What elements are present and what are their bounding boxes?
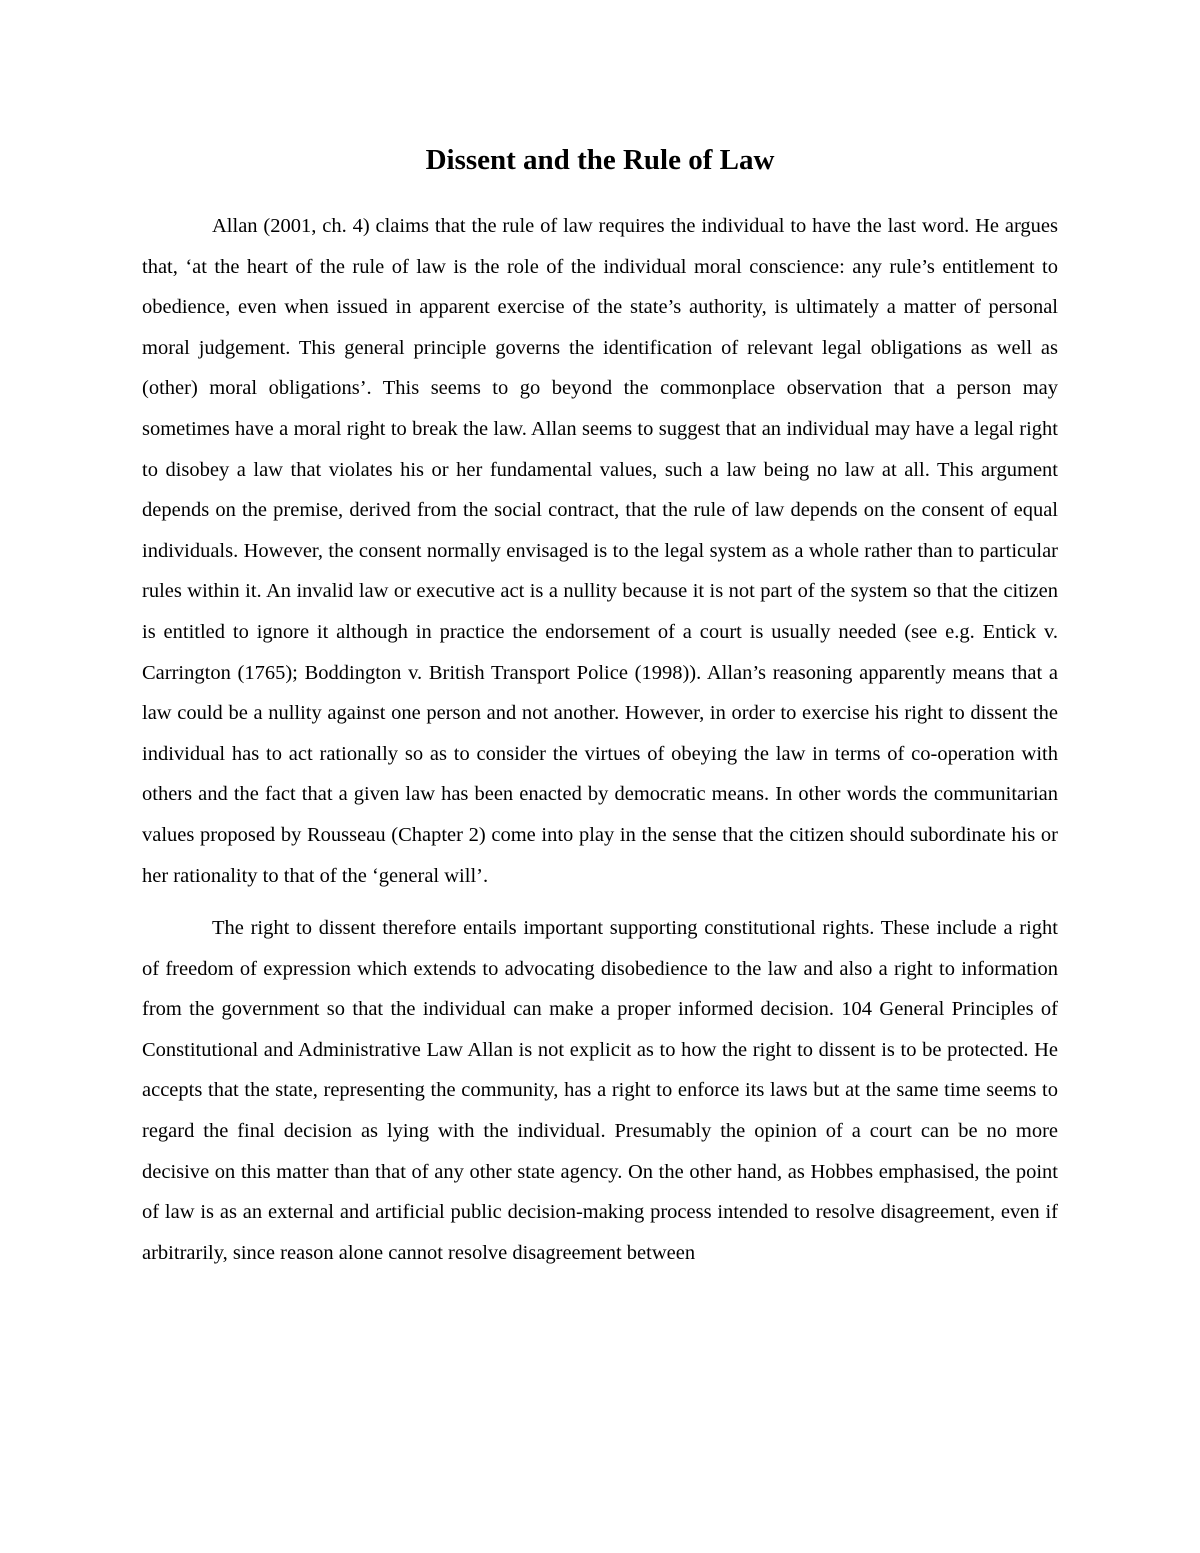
document-body — [142, 206, 1058, 1273]
body-paragraph-2: The right to dissent therefore entails important supporting constitutional rights. These include a right of freedom of expression which extends to advocating disobedience to the law and also a right to information from the government so that the individual can make a proper informed decision. 104 General Principles of Constitutional and Administrative Law Allan is not explicit as to how the right to dissent is to be protected. He accepts that the state, representing the community, has a right to enforce its laws but at the same time seems to regard the final decision as lying with the individual. Presumably the opinion of a court can be no more decisive on this matter than that of any other state agency. On the other hand, as Hobbes emphasised, the point of law is as an external and artificial public decision-making process intended to resolve disagreement, even if arbitrarily, since reason alone cannot resolve disagreement between — [142, 917, 1058, 1264]
page-title: Dissent and the Rule of Law — [425, 144, 775, 176]
body-paragraph-1: Allan (2001, ch. 4) claims that the rule of law requires the individual to have the last word. He argues that, ‘at the heart of the rule of law is the role of the individual moral conscience: any rule’s entitlement to obedience, even when issued in apparent exercise of the state’s authority, is ultimately a matter of personal moral judgement. This general principle governs the identification of relevant legal obligations as well as (other) moral obligations’. This seems to go beyond the commonplace observation that a person may sometimes have a moral right to break the law. Allan seems to suggest that an individual may have a legal right to disobey a law that violates his or her fundamental values, such a law being no law at all. This argument depends on the premise, derived from the social contract, that the rule of law depends on the consent of equal individuals. However, the consent normally envisaged is to the legal system as a whole rather than to particular rules within it. An invalid law or executive act is a nullity because it is not part of the system so that the citizen is entitled to ignore it although in practice the endorsement of a court is usually needed (see e.g. Entick v. Carrington (1765); Boddington v. British Transport Police (1998)). Allan’s reasoning apparently means that a law could be a nullity against one person and not another. However, in order to exercise his right to dissent the individual has to act rationally so as to consider the virtues of obeying the law in terms of co-operation with others and the fact that a given law has been enacted by democratic means. In other words the communitarian values proposed by Rousseau (Chapter 2) come into play in the sense that the citizen should subordinate his or her rationality to that of the ‘general will’. — [142, 215, 1058, 887]
